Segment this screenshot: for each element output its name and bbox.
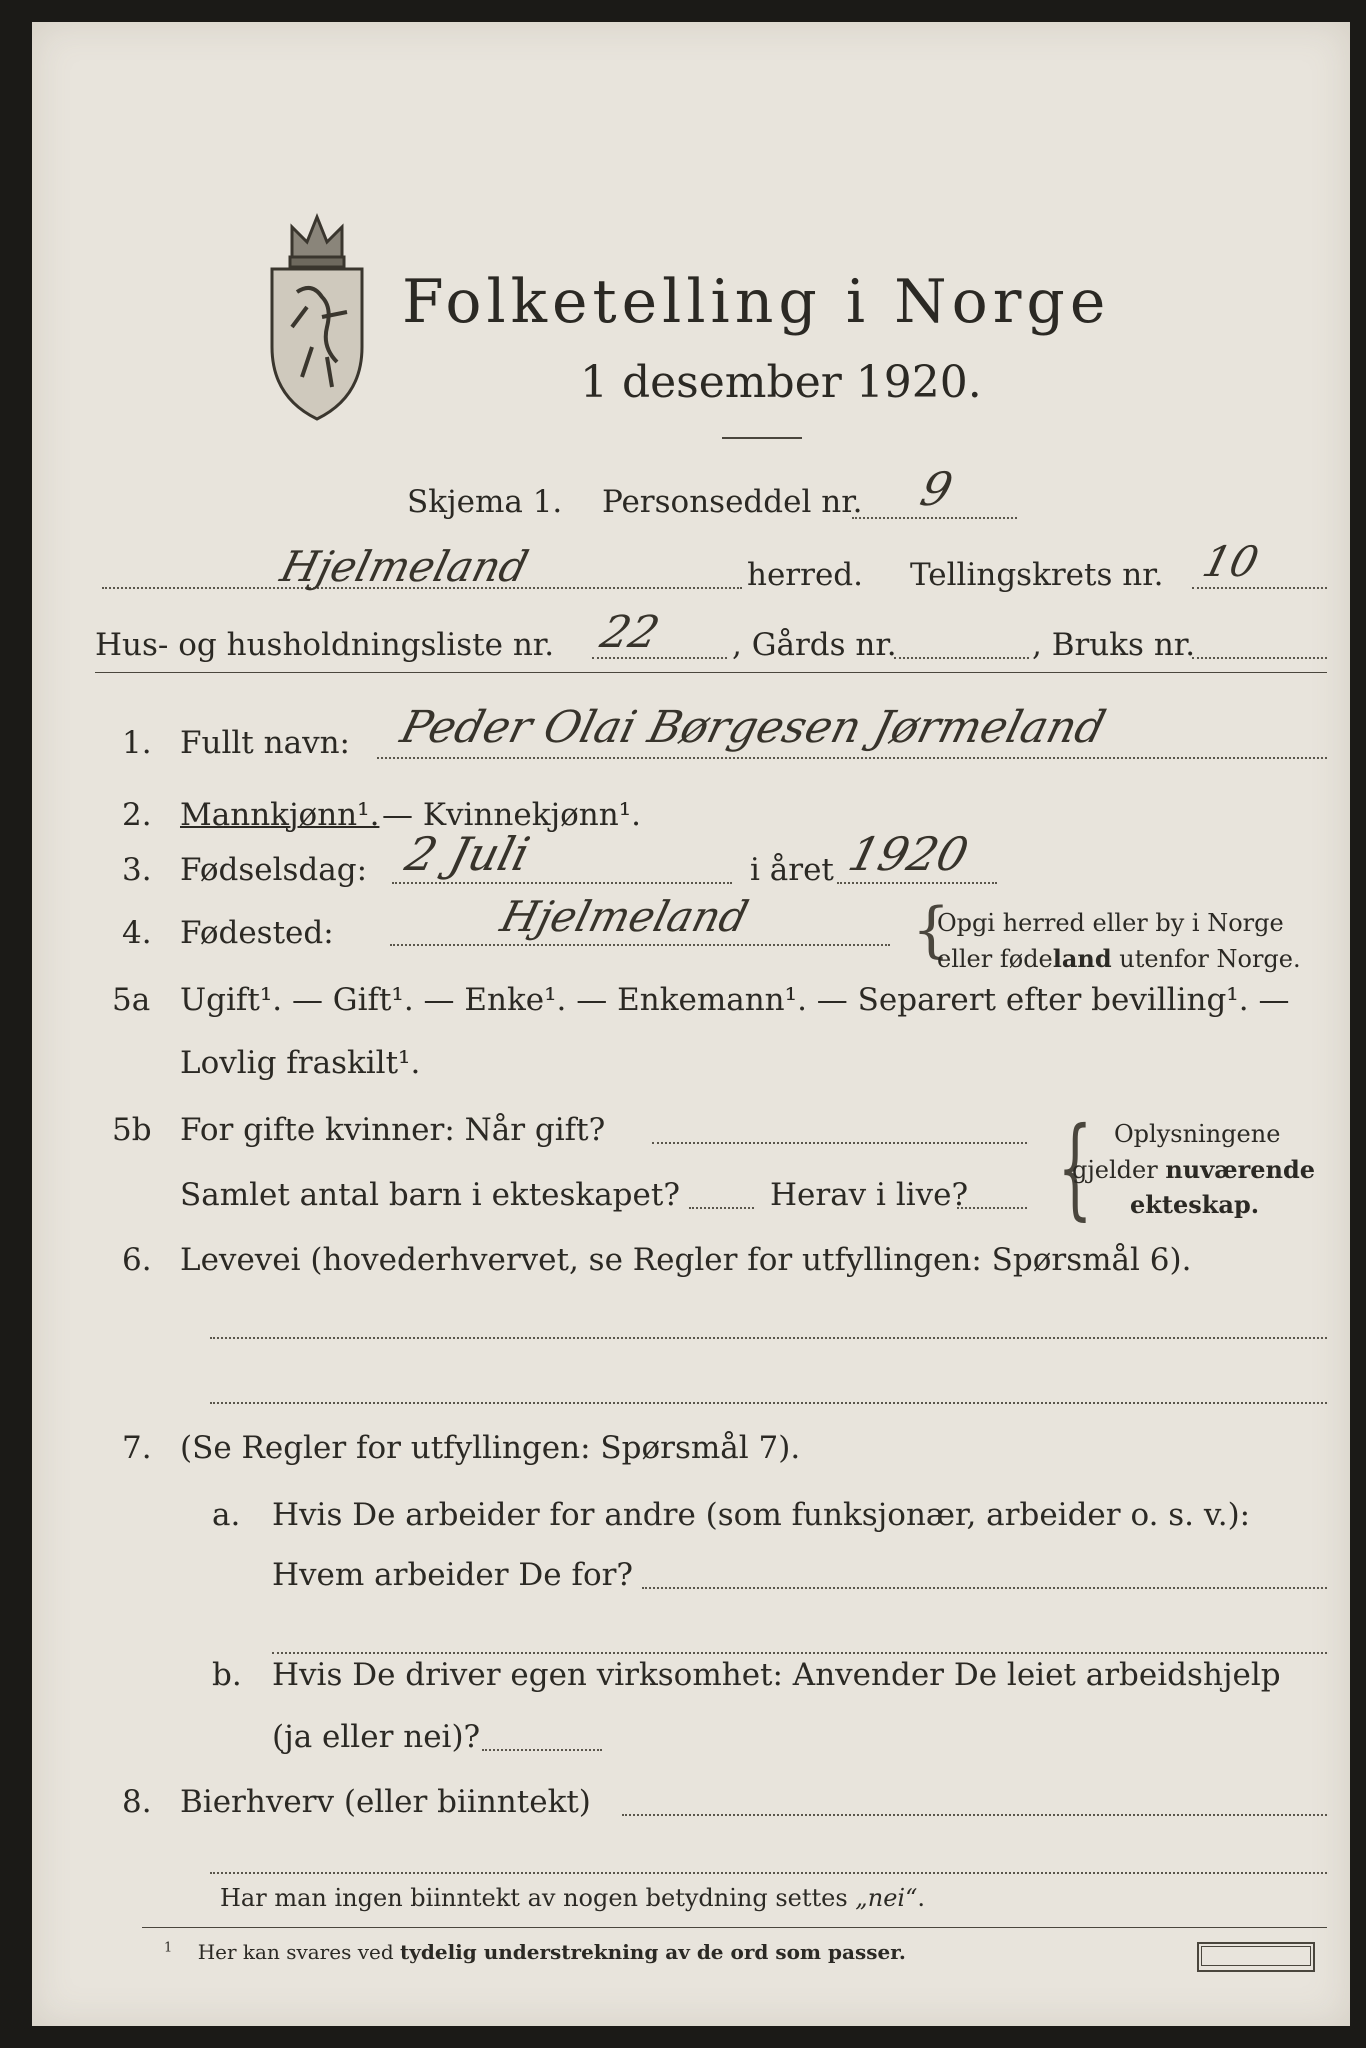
q1-number: 1. [122,725,152,761]
husholdning-value: 22 [595,607,665,658]
q5b-alive-label: Herav i live? [770,1177,969,1213]
herred-label: herred. [747,557,863,593]
birth-year-value: 1920 [843,827,974,881]
q7a-employer-label: Hvem arbeider De for? [272,1557,634,1593]
form-date: 1 desember 1920. [580,357,982,408]
q5a-options-cont: Lovlig fraskilt¹. [180,1045,421,1081]
title-divider [722,437,802,439]
q6-number: 6. [122,1242,152,1278]
q8-label: Bierhverv (eller biinntekt) [180,1784,591,1820]
census-form: Folketelling i Norge 1 desember 1920. Skjema 1. Personseddel nr. 9 Hjelmeland herred. Tellingskrets nr. 10 Hus- og husholdningsliste nr. 22 , Gårds nr. , Bruks nr. 1. Fullt navn: Peder Olai Børgesen Jørmeland 2. Mannkjønn¹. — Kvinnekjønn¹. 3. Fødselsdag: 2 Juli i året 1920 4. Fødested: Hjelmeland { Opgi herred eller by i Norge eller fødeland utenfor Norge. 5a Ugift¹. — Gift¹. — Enke¹. — Enkemann¹. — Separert efter bevilling¹. — Lovlig fraskilt¹. 5b For gifte kvinner: Når gift? Samlet antal barn i ekteskapet? Herav i live? { Oplysningene gjelder nuværende ekteskap. 6. Levevei (hovederhvervet, se Regler for utfyllingen: Spørsmål 6). 7. (Se Regler for utfyllingen: Spørsmål 7). a. Hvis De arbeider for andre (som funksjonær, arbeider o. s. v.): Hvem arbeider De for? b. Hvis De driver egen virksomhet: Anvender De leiet arbeidshjelp (ja eller nei)? 8. Bierhverv (eller biinntekt) Har man ingen biinntekt av nogen betydning settes „nei“. $^1$ Her kan svares ved tydelig understrekning av de ord som passer. [32,22,1350,2026]
schema-label: Skjema 1. [407,484,563,520]
q4-label: Fødested: [180,915,334,951]
q3-year-label: i året [750,852,834,888]
q8-number: 8. [122,1784,152,1820]
full-name-value: Peder Olai Børgesen Jørmeland [395,702,1111,753]
form-title: Folketelling i Norge [402,267,1111,337]
q2-female-option: — Kvinnekjønn¹. [382,797,641,833]
gards-label: , Gårds nr. [732,627,897,663]
q5b-children-label: Samlet antal barn i ekteskapet? [180,1177,680,1213]
q3-number: 3. [122,852,152,888]
tellingskrets-value: 10 [1197,537,1264,586]
personseddel-label: Personseddel nr. [602,484,863,520]
q7a-letter: a. [212,1497,241,1533]
q5b-note-line1: Oplysningene [1114,1120,1281,1148]
q5b-note-line3: ekteskap. [1130,1190,1260,1219]
q7b-letter: b. [212,1657,242,1693]
q8-note: Har man ingen biinntekt av nogen betydning settes „nei“. [220,1884,925,1912]
personseddel-value: 9 [915,462,959,516]
tellingskrets-label: Tellingskrets nr. [910,557,1164,593]
q5b-number: 5b [112,1112,152,1148]
q4-number: 4. [122,915,152,951]
birth-date-value: 2 Juli [400,827,536,881]
birthplace-value: Hjelmeland [495,892,754,941]
q7-number: 7. [122,1430,152,1466]
footnote: $^1$ Her kan svares ved tydelig understrekning av de ord som passer. [164,1940,906,1964]
q2-number: 2. [122,797,152,833]
q3-label: Fødselsdag: [180,852,368,888]
q5a-number: 5a [112,982,151,1018]
husholdning-label: Hus- og husholdningsliste nr. [95,627,555,663]
herred-value: Hjelmeland [275,542,534,591]
q7b-yesno-label: (ja eller nei)? [272,1719,481,1755]
q5b-label: For gifte kvinner: Når gift? [180,1112,606,1148]
q6-label: Levevei (hovederhvervet, se Regler for utfyllingen: Spørsmål 6). [180,1242,1192,1278]
q7b-label: Hvis De driver egen virksomhet: Anvender De leiet arbeidshjelp [272,1657,1281,1693]
q4-note-line2: eller fødeland utenfor Norge. [937,944,1301,973]
q1-label: Fullt navn: [180,725,350,761]
q4-note-line1: Opgi herred eller by i Norge [937,909,1284,937]
q7a-label: Hvis De arbeider for andre (som funksjonær, arbeider o. s. v.): [272,1497,1251,1533]
q5b-note-line2: gjelder nuværende [1072,1155,1316,1184]
printer-stamp [1197,1942,1315,1972]
norwegian-coat-of-arms-icon [252,197,382,427]
q7-label: (Se Regler for utfyllingen: Spørsmål 7). [180,1430,801,1466]
q5a-options: Ugift¹. — Gift¹. — Enke¹. — Enkemann¹. — Separert efter bevilling¹. — [180,982,1290,1018]
q2-male-option: Mannkjønn¹. [180,797,380,833]
bruks-label: , Bruks nr. [1032,627,1196,663]
